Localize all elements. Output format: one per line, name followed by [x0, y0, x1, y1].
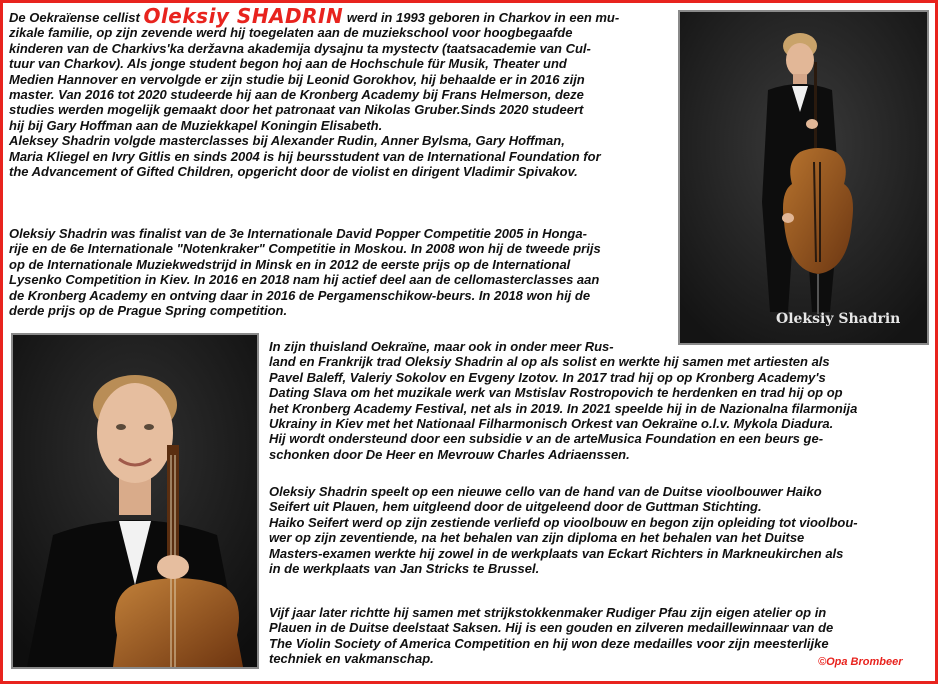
- text-line: in de werkplaats van Jan Stricks te Brussel.: [269, 561, 540, 577]
- text-line: Vijf jaar later richtte hij samen met strijkstokkenmaker Rudiger Pfau zijn eigen atelier op in: [269, 605, 827, 620]
- text-line: de Kronberg Academy en ontving daar in 2016 de Pergamenschikow-beurs. In 2018 won hij de: [9, 287, 591, 303]
- text-line: Haiko Seifert werd op zijn zestiende verliefd op vioolbouw en begon zijn opleiding tot vioolbou-: [269, 514, 858, 530]
- text-line: techniek en vakmanschap.: [269, 651, 434, 667]
- text-line: Oleksiy Shadrin was finalist van de 3e Internationale David Popper Competitie 2005 in Honga-: [9, 226, 587, 241]
- text-line: Lysenko Competition in Kiev. In 2016 en 2018 nam hij actief deel aan de cellomasterclasses aan: [9, 272, 600, 288]
- text-line: master. Van 2016 tot 2020 studeerde hij aan de Kronberg Academy bij Frans Helmerson, deze: [9, 87, 584, 103]
- text-line: zikale familie, op zijn zevende werd hij toegelaten aan de muziekschool voor hoogbegaafde: [9, 25, 573, 41]
- text-line: op de Internationale Muziekwedstrijd in Minsk en in 2012 de eerste prijs op de International: [9, 256, 571, 272]
- text-line: wer op zijn zeventiende, na het behalen van zijn diploma en het behalen van het Duitse: [269, 530, 805, 546]
- text-line: Plauen in de Duitse deelstaat Saksen. Hij is een gouden en zilveren medaillewinnaar van de: [269, 620, 834, 636]
- cellist-standing-photo: [678, 10, 929, 345]
- text-line: Hij wordt ondersteund door een subsidie v an de arteMusica Foundation en een beurs ge-: [269, 431, 824, 447]
- text-line: Pavel Baleff, Valeriy Sokolov en Evgeny Izotov. In 2017 trad hij op op Kronberg Academy's: [269, 369, 826, 385]
- text-line: het Kronberg Academy Festival, net als in 2019. In 2021 speelde hij in de Nazionalna filarmonija: [269, 400, 858, 416]
- intro-paragraph: [9, 4, 620, 180]
- cellist-portrait-illustration: [13, 335, 257, 667]
- text-line: Dating Slava om het muzikale werk van Mstislav Rostropovich te herdenken en trad hij op op: [269, 385, 843, 401]
- text-line: land en Frankrijk trad Oleksiy Shadrin al op als solist en werkte hij samen met artiesten als: [269, 354, 830, 370]
- text-line: schonken door De Heer en Mevrouw Charles Adriaenssen.: [269, 446, 630, 462]
- text-line: In zijn thuisland Oekraïne, maar ook in onder meer Rus-: [269, 339, 614, 354]
- intro-prefix: De Oekraïense cellist: [9, 10, 140, 25]
- text-line: Oleksiy Shadrin speelt op een nieuwe cello van de hand van de Duitse vioolbouwer Haiko: [269, 484, 822, 499]
- photo-caption: Oleksiy Shadrin: [776, 311, 901, 327]
- text-line: The Violin Society of America Competition en hij won deze medailles voor zijn meesterlijke: [269, 635, 829, 651]
- text-line: Aleksey Shadrin volgde masterclasses bij Alexander Rudin, Anner Bylsma, Gary Hoffman,: [9, 133, 565, 149]
- text-line: hij bij Gary Hoffman aan de Muziekkapel Koningin Elisabeth.: [9, 117, 383, 133]
- text-line: Maria Kliegel en Ivry Gitlis en sinds 2004 is hij beursstudent van de International Foundation for: [9, 148, 601, 164]
- intro-first-line: [9, 4, 620, 28]
- text-line: Seifert uit Plauen, hem uitgleend door de uitgeleend door de Guttman Stichting.: [269, 499, 762, 515]
- career-paragraph: [269, 339, 857, 462]
- copyright-note: ©Opa Brombeer: [818, 656, 903, 668]
- instrument-paragraph: [269, 484, 858, 576]
- text-line: Ukrainy in Kiev met het Nationaal Filharmonisch Orkest van Oekraïne o.l.v. Mykola Diadura.: [269, 416, 834, 432]
- atelier-paragraph: [269, 605, 833, 667]
- intro-suffix: werd in 1993 geboren in Charkov in een mu-: [346, 10, 620, 25]
- text-line: derde prijs op de Prague Spring competition.: [9, 303, 288, 319]
- competitions-paragraph: [9, 226, 601, 318]
- cellist-portrait-photo: [11, 333, 259, 669]
- text-line: kinderen van de Charkivs'ka deržavna akademija dysajnu ta mystectv (taatsacademie van Cul-: [9, 40, 591, 56]
- artist-name: Oleksiy SHADRIN: [143, 4, 344, 28]
- text-line: Masters-examen werkte hij zowel in de werkplaats van Eckart Richters in Markneukirchen als: [269, 545, 844, 561]
- cellist-standing-illustration: [680, 12, 927, 343]
- text-line: rije en de 6e Internationale "Notenkraker" Competitie in Moskou. In 2008 won hij de tweede prijs: [9, 241, 601, 257]
- text-line: the Advancement of Gifted Children, opgericht door de violist en dirigent Vladimir Spivakov.: [9, 164, 578, 180]
- text-line: studies werden mogelijk gemaakt door het patronaat van Nikolas Gruber.Sinds 2020 studeert: [9, 102, 584, 118]
- text-line: tuur van Charkov). Als jonge student begon hoj aan de Hochschule für Musik, Theater und: [9, 56, 567, 72]
- text-line: Medien Hannover en vervolgde er zijn studie bij Leonid Gorokhov, hij behaalde er in 2016 zijn: [9, 71, 585, 87]
